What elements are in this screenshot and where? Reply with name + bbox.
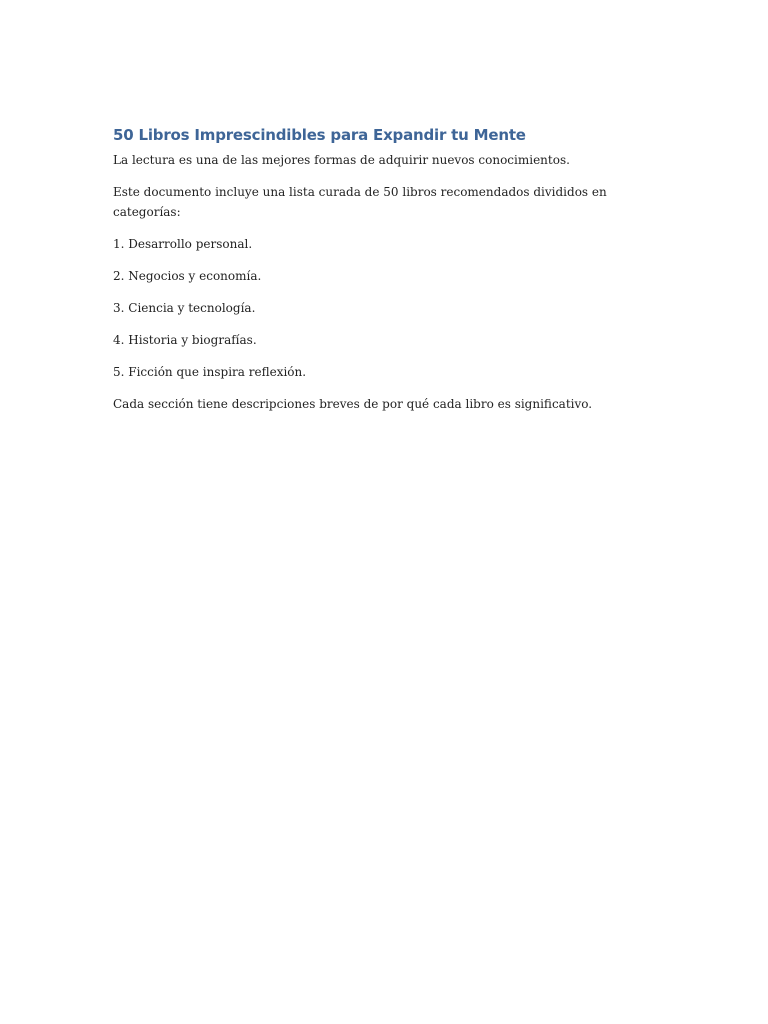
category-item-3: 3. Ciencia y tecnología.: [113, 301, 256, 315]
description-paragraph: Este documento incluye una lista curada de 50 libros recomendados divididos en categorías:: [113, 185, 607, 219]
category-item-2: 2. Negocios y economía.: [113, 269, 262, 283]
category-item-5: 5. Ficción que inspira reflexión.: [113, 365, 307, 379]
category-item-1: 1. Desarrollo personal.: [113, 237, 253, 251]
intro-paragraph: La lectura es una de las mejores formas de adquirir nuevos conocimientos.: [113, 153, 570, 167]
document-title: 50 Libros Imprescindibles para Expandir tu Mente: [113, 126, 526, 144]
closing-paragraph: Cada sección tiene descripciones breves de por qué cada libro es significativo.: [113, 397, 593, 411]
document-body: [113, 124, 633, 426]
category-item-4: 4. Historia y biografías.: [113, 333, 257, 347]
